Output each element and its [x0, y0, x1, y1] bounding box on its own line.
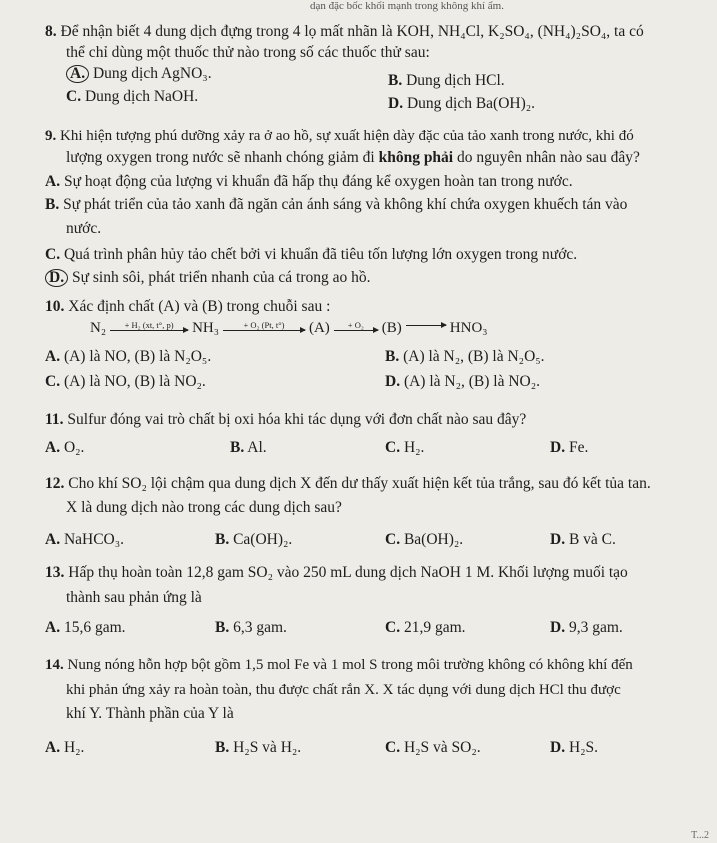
q8-text1: Để nhận biết 4 dung dịch đựng trong 4 lọ mất nhãn là KOH, NH₄Cl, K₂SO₄, (NH₄)₂SO₄, ta có — [60, 23, 644, 40]
q10-option-a-key: A. — [45, 348, 61, 365]
q14-option-b-key: B. — [215, 739, 230, 756]
q12-option-d — [550, 530, 616, 550]
q14-number: 14. — [45, 657, 64, 673]
q8-option-c-text: Dung dịch NaOH. — [84, 88, 199, 105]
q11-number: 11. — [45, 411, 64, 428]
q11-text: Sulfur đóng vai trò chất bị oxi hóa khi tác dụng với đơn chất nào sau đây? — [67, 411, 527, 428]
q13-option-b — [215, 618, 287, 638]
q10-number: 10. — [45, 298, 65, 315]
q8-option-b-text: Dung dịch HCl. — [406, 72, 505, 89]
q14-option-b — [215, 738, 301, 758]
q13-text1: Hấp thụ hoàn toàn 12,8 gam SO₂ vào 250 mL dung dịch NaOH 1 M. Khối lượng muối tạo — [68, 564, 628, 581]
q8-text2: thể chỉ dùng một thuốc thử nào trong số các thuốc thử sau: — [66, 44, 430, 61]
q11-option-c — [385, 438, 424, 458]
chain-n2: N₂ — [90, 320, 107, 336]
q13-option-c — [385, 618, 466, 638]
q14-line1 — [45, 655, 633, 675]
q13-option-c-text: 21,9 gam. — [403, 619, 466, 636]
q9-option-a-text: Sự hoạt động của lượng vi khuẩn đã hấp thụ đáng kể oxygen hoàn tan trong nước. — [63, 173, 573, 190]
q10-option-a-text: (A) là NO, (B) là N₂O₅. — [63, 348, 212, 365]
q13-number: 13. — [45, 564, 65, 581]
q10-option-a — [45, 347, 211, 367]
q12-option-d-text: B và C. — [568, 531, 616, 548]
q9-option-c — [45, 245, 577, 265]
q8-option-d — [388, 94, 535, 114]
q10-option-d — [385, 372, 540, 392]
q8-option-a-text: Dung dịch AgNO₃. — [92, 65, 212, 82]
q13-option-d — [550, 618, 623, 638]
q14-option-d — [550, 738, 598, 758]
chain-arrow-3-label: + O₂ — [347, 319, 364, 330]
q14-option-a — [45, 738, 84, 758]
q11-option-c-text: H₂. — [403, 439, 425, 456]
q9-number: 9. — [45, 128, 57, 144]
q8-number: 8. — [45, 23, 57, 40]
q9-option-c-key: C. — [45, 246, 61, 263]
q9-text1: Khi hiện tượng phú dưỡng xảy ra ở ao hồ, sự xuất hiện dày đặc của tảo xanh trong nước, khi đó — [60, 128, 634, 144]
q9-option-a — [45, 172, 573, 192]
q14-text3: khí Y. Thành phần của Y là — [66, 705, 234, 722]
q11-option-b — [230, 438, 267, 458]
chain-a: (A) — [308, 320, 330, 336]
q12-number: 12. — [45, 475, 65, 492]
q13-option-a-key: A. — [45, 619, 61, 636]
q12-option-a-key: A. — [45, 531, 61, 548]
q9-option-d — [45, 268, 371, 288]
q12-option-b-key: B. — [215, 531, 230, 548]
q11-option-a-text: O₂. — [63, 439, 85, 456]
q8-option-a-key: A. — [66, 65, 89, 83]
q14-option-c-key: C. — [385, 739, 401, 756]
chain-b: (B) — [381, 320, 402, 336]
q12-text2: X là dung dịch nào trong các dung dịch sau? — [66, 499, 342, 516]
q12-option-c-key: C. — [385, 531, 401, 548]
chain-arrow-3 — [334, 321, 378, 331]
q9-emphasis: không phải — [378, 149, 454, 166]
q12-text1: Cho khí SO₂ lội chậm qua dung dịch X đến dư thấy xuất hiện kết tủa trắng, sau đó kết tủa tan. — [68, 475, 651, 492]
q13-line1 — [45, 563, 628, 583]
q14-option-a-key: A. — [45, 739, 61, 756]
chain-arrow-1-label: + H₂ (xt, t°, p) — [124, 319, 174, 330]
q10-option-c-key: C. — [45, 373, 61, 390]
q9-option-d-text: Sự sinh sôi, phát triển nhanh của cá trong ao hồ. — [71, 269, 371, 286]
q12-option-c — [385, 530, 463, 550]
chain-arrow-4 — [406, 325, 446, 326]
q14-option-c-text: H₂S và SO₂. — [403, 739, 481, 756]
q9-option-a-key: A. — [45, 173, 61, 190]
q9-option-b — [45, 195, 627, 215]
q10-option-c-text: (A) là NO, (B) là NO₂. — [63, 373, 206, 390]
q9-line1 — [45, 126, 634, 146]
chain-arrow-2-label: + O₂ (Pt, t°) — [243, 319, 285, 330]
q12-option-c-text: Ba(OH)₂. — [403, 531, 464, 548]
q8-option-b — [388, 71, 505, 91]
q8-option-d-text: Dung dịch Ba(OH)₂. — [406, 95, 536, 112]
q13-option-b-key: B. — [215, 619, 230, 636]
q12-line1 — [45, 474, 651, 494]
q9-option-c-text: Quá trình phân hủy tảo chết bởi vi khuẩn đã tiêu tốn lượng lớn oxygen trong nước. — [63, 246, 578, 263]
q9-option-b-text: Sự phát triển của tảo xanh đã ngăn cản ánh sáng và không khí chứa oxygen khuếch tán vào — [63, 196, 628, 213]
page-corner-mark: T...2 — [691, 830, 709, 841]
chain-arrow-1 — [110, 321, 188, 331]
q8-option-b-key: B. — [388, 72, 403, 89]
chain-arrow-2 — [223, 321, 305, 331]
q14-text2: khi phản ứng xảy ra hoàn toàn, thu được chất rắn X. X tác dụng với dung dịch HCl thu được — [66, 682, 621, 698]
q13-option-d-key: D. — [550, 619, 566, 636]
q9-text2c: do nguyên nhân nào sau đây? — [453, 149, 640, 166]
q11-option-d — [550, 438, 588, 458]
q13-option-c-key: C. — [385, 619, 401, 636]
reaction-chain — [90, 320, 488, 337]
q10-option-b — [385, 347, 545, 367]
q9-text2a: lượng oxygen trong nước sẽ nhanh chóng giảm đi — [66, 149, 379, 166]
chain-nh3: NH₃ — [192, 320, 219, 336]
q13-option-d-text: 9,3 gam. — [568, 619, 623, 636]
q9-line2 — [66, 148, 640, 168]
q8-option-c — [66, 87, 198, 107]
q10-option-b-key: B. — [385, 348, 400, 365]
q11-option-c-key: C. — [385, 439, 401, 456]
q11-option-b-key: B. — [230, 439, 245, 456]
q8-line1 — [45, 22, 644, 42]
header-fragment: dạn đặc bốc khối mạnh trong không khí ẩm. — [310, 0, 504, 12]
q13-option-a-text: 15,6 gam. — [63, 619, 126, 636]
q12-option-a-text: NaHCO₃. — [63, 531, 125, 548]
q11-option-b-text: Al. — [247, 439, 267, 456]
q9-option-b-key: B. — [45, 196, 60, 213]
q13-option-b-text: 6,3 gam. — [233, 619, 287, 636]
q14-option-d-text: H₂S. — [568, 739, 599, 756]
q10-option-c — [45, 372, 206, 392]
q8-option-d-key: D. — [388, 95, 404, 112]
q12-option-a — [45, 530, 124, 550]
q14-option-b-text: H₂S và H₂. — [233, 739, 302, 756]
q10-option-b-text: (A) là N₂, (B) là N₂O₅. — [403, 348, 545, 365]
q11-option-d-text: Fe. — [568, 439, 589, 456]
q9-option-b-cont: nước. — [66, 220, 102, 237]
chain-hno3: HNO₃ — [449, 320, 488, 336]
q13-option-a — [45, 618, 126, 638]
q14-option-d-key: D. — [550, 739, 566, 756]
q10-line1 — [45, 297, 330, 317]
q12-option-b — [215, 530, 292, 550]
q13-text2: thành sau phản ứng là — [66, 589, 202, 606]
q8-option-a — [66, 64, 212, 84]
q11-line1 — [45, 410, 526, 430]
q9-option-d-key: D. — [45, 269, 68, 287]
q12-option-b-text: Ca(OH)₂. — [233, 531, 293, 548]
q10-option-d-text: (A) là N₂, (B) là NO₂. — [403, 373, 541, 390]
q10-text: Xác định chất (A) và (B) trong chuỗi sau : — [68, 298, 331, 315]
q12-option-d-key: D. — [550, 531, 566, 548]
q14-option-a-text: H₂. — [63, 739, 85, 756]
q14-text1: Nung nóng hỗn hợp bột gồm 1,5 mol Fe và 1 mol S trong môi trường không có không khí đến — [67, 657, 633, 673]
q8-option-c-key: C. — [66, 88, 82, 105]
q10-option-d-key: D. — [385, 373, 401, 390]
q14-option-c — [385, 738, 481, 758]
q11-option-d-key: D. — [550, 439, 566, 456]
q11-option-a-key: A. — [45, 439, 61, 456]
q11-option-a — [45, 438, 84, 458]
